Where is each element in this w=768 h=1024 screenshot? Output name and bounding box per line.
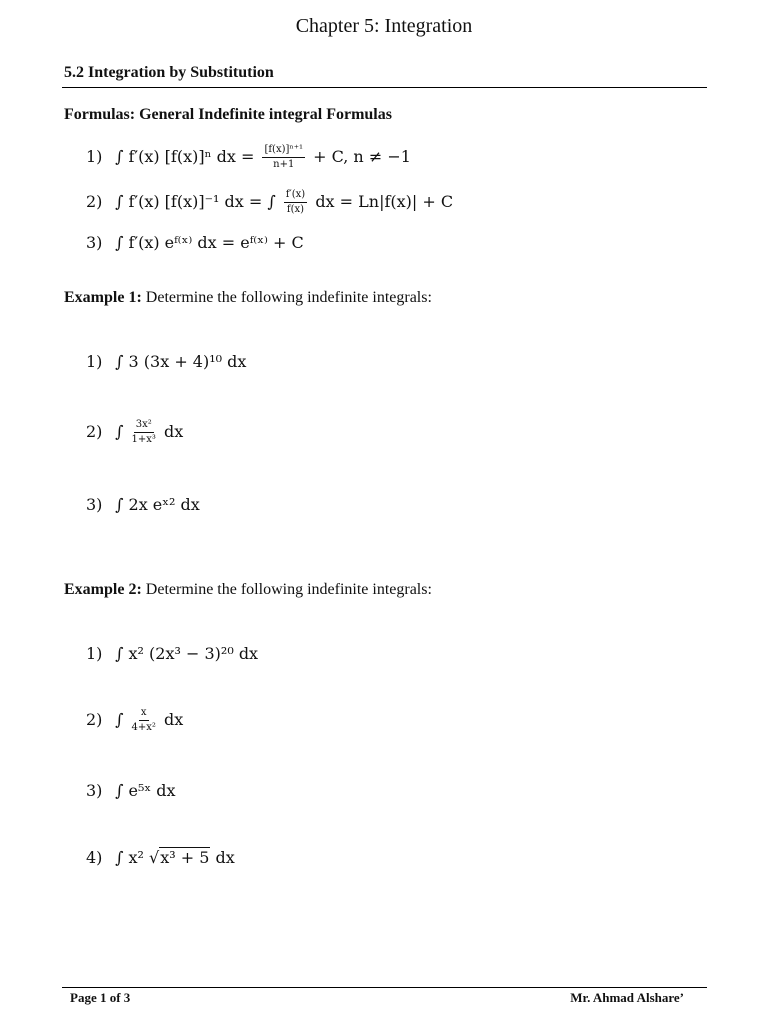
header-divider	[62, 87, 707, 88]
formula-rhs: + C, n ≠ −1	[313, 147, 411, 166]
item-expression: ∫ 2x eˣ² dx	[115, 495, 200, 514]
fraction-numerator: 3x²	[134, 420, 154, 433]
formula-lhs: ∫ f′(x) [f(x)]⁻¹ dx = ∫	[115, 192, 276, 211]
item-number: 1)	[86, 352, 103, 371]
fraction-numerator: f′(x)	[284, 190, 307, 203]
formula-rhs: dx = Ln|f(x)| + C	[315, 192, 454, 211]
formula-fraction	[284, 190, 307, 215]
integral-sign: ∫	[115, 422, 124, 441]
example-1-item-3	[86, 495, 200, 514]
formula-number: 1)	[86, 147, 103, 166]
item-differential: dx	[215, 848, 235, 867]
example-instruction: Determine the following indefinite integrals:	[145, 289, 432, 306]
item-differential: dx	[164, 710, 184, 729]
item-number: 2)	[86, 422, 103, 441]
formula-number: 2)	[86, 192, 103, 211]
item-number: 3)	[86, 781, 103, 800]
example-2-heading	[64, 581, 432, 599]
section-title: 5.2 Integration by Substitution	[64, 64, 274, 81]
author-name: Mr. Ahmad Alshare’	[570, 990, 684, 1005]
formula-number: 3)	[86, 233, 103, 252]
formula-lhs: ∫ f′(x) [f(x)]ⁿ dx =	[115, 147, 255, 166]
fraction-denominator: 1+x³	[131, 434, 156, 445]
fraction-denominator: n+1	[273, 159, 295, 170]
formula-fraction	[262, 145, 305, 170]
page-title: Chapter 5: Integration	[295, 15, 473, 37]
formulas-heading: Formulas: General Indefinite integral Formulas	[64, 106, 392, 123]
footer-divider	[62, 987, 707, 988]
item-number: 4)	[86, 848, 103, 867]
example-1-heading	[64, 289, 432, 307]
formula-3	[86, 233, 304, 252]
example-2-item-2	[86, 708, 183, 733]
item-fraction	[132, 420, 156, 445]
fraction-numerator: x	[139, 708, 149, 721]
fraction-denominator: f(x)	[286, 204, 305, 215]
example-instruction: Determine the following indefinite integrals:	[145, 581, 432, 598]
integral-sign: ∫	[115, 710, 124, 729]
example-1-item-1	[86, 352, 246, 371]
formula-1	[86, 145, 411, 170]
page-number: Page 1 of 3	[70, 990, 131, 1005]
formula-2	[86, 190, 453, 215]
formula-expression: ∫ f′(x) eᶠ⁽ˣ⁾ dx = eᶠ⁽ˣ⁾ + C	[115, 233, 304, 252]
example-2-item-3	[86, 781, 176, 800]
radicand: x³ + 5	[160, 848, 210, 867]
item-expression: ∫ x² (2x³ − 3)²⁰ dx	[115, 644, 259, 663]
example-label: Example 2:	[64, 581, 142, 598]
fraction-denominator: 4+x²	[131, 722, 156, 733]
fraction-numerator: [f(x)]ⁿ⁺¹	[262, 145, 305, 158]
item-number: 1)	[86, 644, 103, 663]
example-2-item-1	[86, 644, 258, 663]
example-label: Example 1:	[64, 289, 142, 306]
item-expression: ∫ 3 (3x + 4)¹⁰ dx	[115, 352, 247, 371]
item-differential: dx	[164, 422, 184, 441]
item-expression: ∫ e⁵ˣ dx	[115, 781, 176, 800]
example-1-item-2	[86, 420, 183, 445]
item-number: 2)	[86, 710, 103, 729]
item-number: 3)	[86, 495, 103, 514]
item-fraction	[132, 708, 156, 733]
integral-root-prefix: ∫ x² √	[115, 848, 160, 867]
example-2-item-4	[86, 848, 235, 867]
